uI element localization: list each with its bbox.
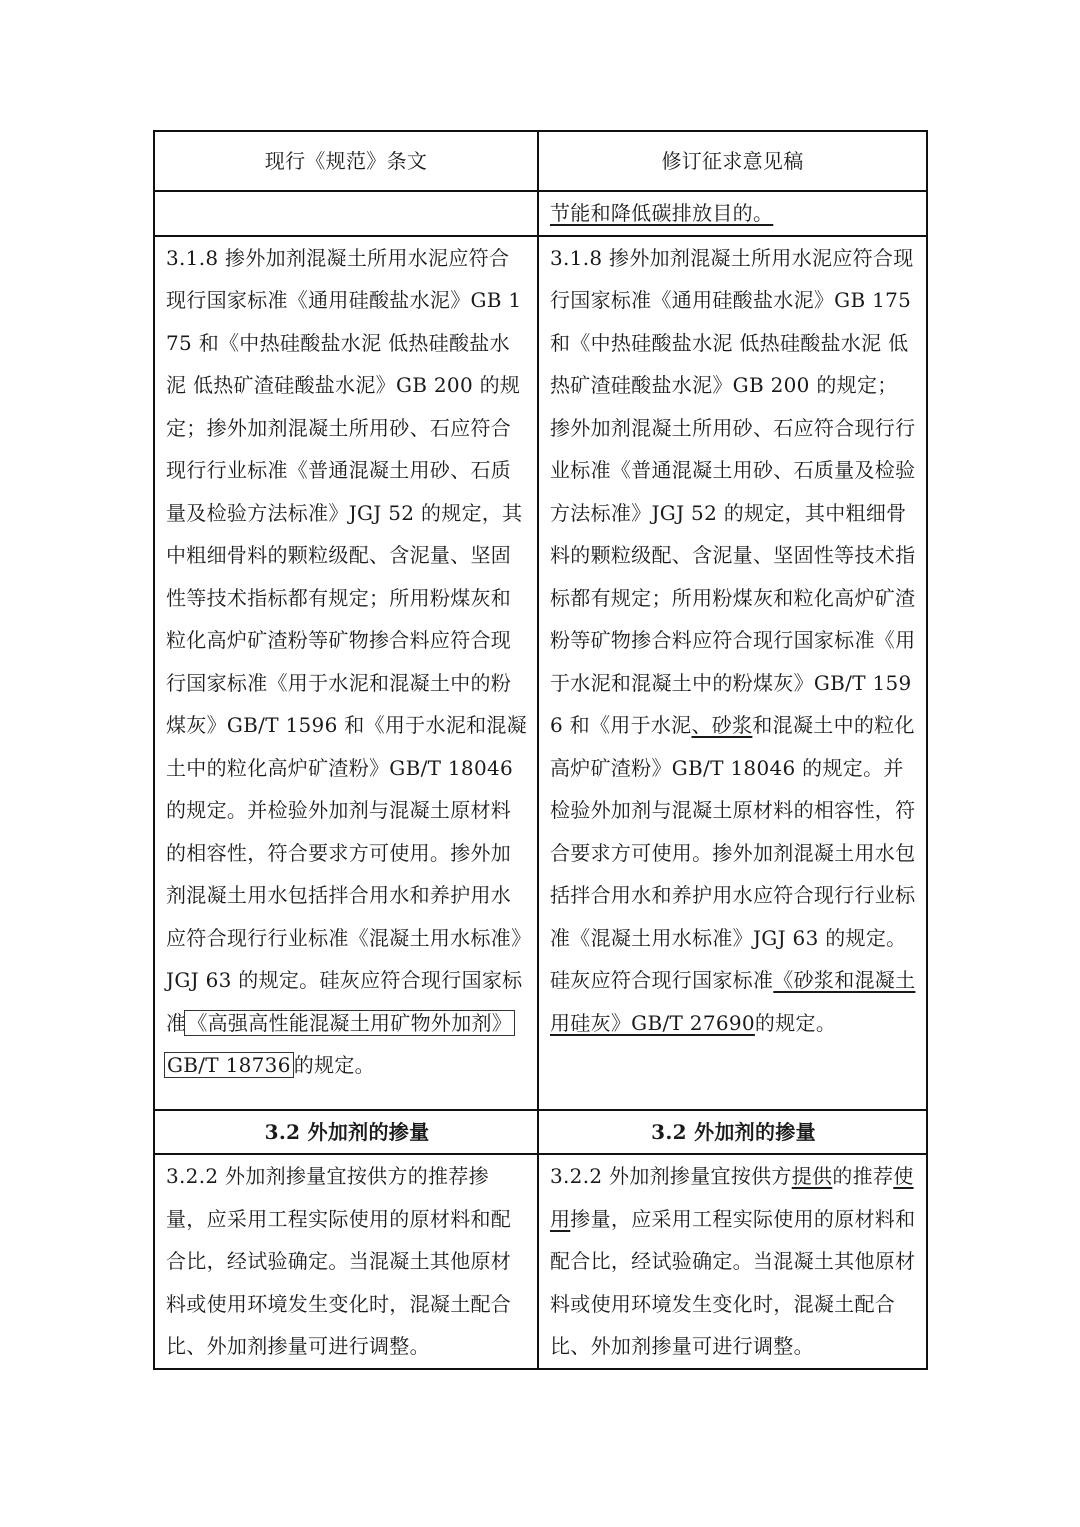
header-revised-draft: 修订征求意见稿 (538, 131, 927, 191)
table-header-row (154, 131, 927, 191)
inserted-text: 、砂浆 (691, 713, 753, 737)
inserted-text: 提供 (791, 1164, 833, 1188)
inserted-text: 节能和降低碳排放目的。 (549, 201, 774, 225)
continuation-left-cell (154, 191, 538, 236)
clause-3-1-8-current (154, 236, 538, 1110)
clause-3-2-2-revised (538, 1154, 927, 1369)
clause-3-2-2-row (154, 1154, 927, 1369)
clause-text: 3.2.2 外加剂掺量宜按供方 (549, 1164, 792, 1188)
section-3-2-current-heading: 3.2 外加剂的掺量 (154, 1110, 538, 1155)
boxed-standard-reference: 《高强高性能混凝土用矿物外加剂》GB/T 18736 (164, 1010, 515, 1079)
continuation-right-cell (538, 191, 927, 236)
comparison-table (153, 130, 928, 1370)
clause-text: 和混凝土中的粒化高炉矿渣粉》GB/T 18046 的规定。并检验外加剂与混凝土原材料的相容性，符合要求方可使用。掺外加剂混凝土用水包括拌合用水和养护用水应符合现行行业标准《混凝土用水标准》JGJ 63 的规定。硅灰应符合现行国家标准 (549, 713, 916, 992)
clause-3-1-8-revised (538, 236, 927, 1110)
section-3-2-revised-heading: 3.2 外加剂的掺量 (538, 1110, 927, 1155)
clause-text: 的规定。 (754, 1010, 837, 1035)
inserted-text: 使用 (549, 1164, 914, 1231)
inserted-text: 《砂浆和混凝土用硅灰》GB/T 27690 (549, 968, 916, 1035)
continuation-row (154, 191, 927, 236)
clause-text: 3.1.8 掺外加剂混凝土所用水泥应符合现行国家标准《通用硅酸盐水泥》GB 175 和《中热硅酸盐水泥 低热硅酸盐水泥 低热矿渣硅酸盐水泥》GB 200 的规定；掺外加剂混凝土所用砂、石应符合现行行业标准《普通混凝土用砂、石质量及检验方法标准》JGJ 52 的规定，其中粗细骨料的颗粒级配、含泥量、坚固性等技术指标都有规定；所用粉煤灰和粒化高炉矿渣粉等矿物掺合料应符合现行国家标准《用于水泥和混凝土中的粉煤灰》GB/T 1596 和《用于水泥 (549, 245, 916, 737)
clause-3-1-8-row (154, 236, 927, 1110)
clause-text: 的推荐 (832, 1164, 894, 1188)
clause-3-2-2-current: 3.2.2 外加剂掺量宜按供方的推荐掺量，应采用工程实际使用的原材料和配合比，经试验确定。当混凝土其他原材料或使用环境发生变化时，混凝土配合比、外加剂掺量可进行调整。 (154, 1154, 538, 1369)
clause-text: 的规定。 (293, 1053, 375, 1077)
section-3-2-row (154, 1110, 927, 1155)
clause-text: 掺量，应采用工程实际使用的原材料和配合比，经试验确定。当混凝土其他原材料或使用环境发生变化时，混凝土配合比、外加剂掺量可进行调整。 (549, 1206, 916, 1358)
clause-text: 3.1.8 掺外加剂混凝土所用水泥应符合现行国家标准《通用硅酸盐水泥》GB 175 和《中热硅酸盐水泥 低热硅酸盐水泥 低热矿渣硅酸盐水泥》GB 200 的规定；掺外加剂混凝土所用砂、石应符合现行行业标准《普通混凝土用砂、石质量及检验方法标准》JGJ 52 的规定，其中粗细骨料的颗粒级配、含泥量、坚固性等技术指标都有规定；所用粉煤灰和粒化高炉矿渣粉等矿物掺合料应符合现行国家标准《用于水泥和混凝土中的粉煤灰》GB/T 1596 和《用于水泥和混凝土中的粒化高炉矿渣粉》GB/T 18046 的规定。并检验外加剂与混凝土原材料的相容性，符合要求方可使用。掺外加剂混凝土用水包括拌合用水和养护用水应符合现行行业标准《混凝土用水标准》JGJ 63 的规定。硅灰应符合现行国家标准 (166, 245, 527, 1035)
header-current-clause: 现行《规范》条文 (154, 131, 538, 191)
